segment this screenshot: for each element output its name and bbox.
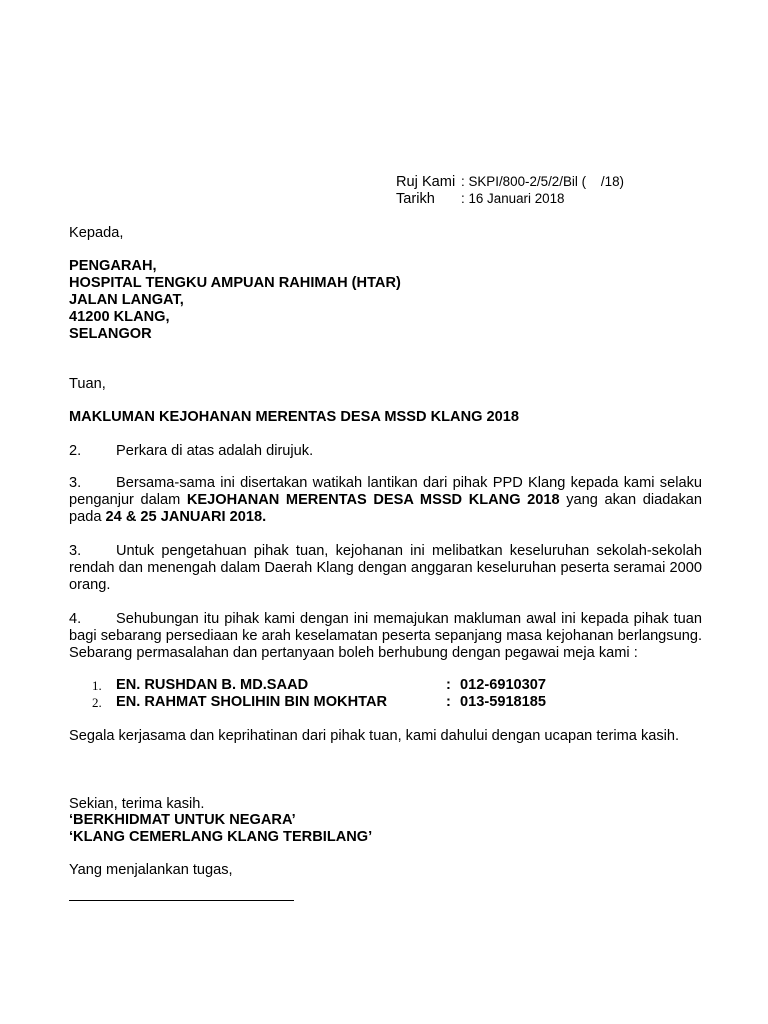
paragraph-3a — [69, 475, 702, 526]
paragraph-2 — [69, 443, 702, 460]
paragraph-4 — [69, 611, 702, 662]
salutation-to: Kepada, — [69, 225, 124, 241]
contact-row — [69, 694, 709, 711]
contact-row — [69, 677, 709, 694]
paragraph-number: 4. — [69, 611, 82, 627]
contact-name: EN. RAHMAT SHOLIHIN BIN MOKHTAR — [116, 694, 388, 710]
contact-colon: : — [446, 694, 451, 710]
motto-line: ‘KLANG CEMERLANG KLANG TERBILANG’ — [69, 829, 373, 845]
paragraph-3b — [69, 543, 702, 594]
recipient-line: JALAN LANGAT, — [69, 292, 184, 308]
paragraph-number: 3. — [69, 475, 82, 491]
paragraph-text: Perkara di atas adalah dirujuk. — [116, 443, 314, 459]
greeting: Tuan, — [69, 376, 106, 392]
tarikh-label: Tarikh — [396, 191, 435, 207]
reference-tarikh-row — [396, 190, 564, 208]
letter-subject: MAKLUMAN KEJOHANAN MERENTAS DESA MSSD KLANG 2018 — [69, 409, 520, 425]
paragraph-text: Untuk pengetahuan pihak tuan, kejohanan ini melibatkan keseluruhan sekolah-sekolah rendah dan menengah dalam Daerah Klang dengan anggaran keseluruhan peserta seramai 2000 orang. — [69, 543, 702, 593]
recipient-line: HOSPITAL TENGKU AMPUAN RAHIMAH (HTAR) — [69, 275, 401, 291]
motto-line: ‘BERKHIDMAT UNTUK NEGARA’ — [69, 812, 296, 828]
event-date: 24 & 25 JANUARI 2018. — [105, 509, 267, 525]
ruj-value: : SKPI/800-2/5/2/Bil ( /18) — [461, 174, 624, 189]
paragraph-text: Bersama-sama ini disertakan watikah lantikan dari pihak PPD Klang kepada kami selaku penganjur dalam — [69, 475, 702, 508]
tarikh-value: : 16 Januari 2018 — [461, 191, 565, 206]
paragraph-number: 3. — [69, 543, 82, 559]
contact-phone: 013-5918185 — [460, 694, 547, 710]
paragraph-text: Sehubungan itu pihak kami dengan ini memajukan makluman awal ini kepada pihak tuan bagi sebarang persediaan ke arah keselamatan peserta sepanjang masa kejohanan berlangsung. Sebarang permasalahan dan pertanyaan boleh berhubung dengan pegawai meja kami : — [69, 611, 702, 661]
executor-line: Yang menjalankan tugas, — [69, 862, 233, 878]
recipient-line: SELANGOR — [69, 326, 152, 342]
contact-colon: : — [446, 677, 451, 693]
recipient-address — [69, 258, 401, 343]
recipient-line: 41200 KLANG, — [69, 309, 170, 325]
contact-phone: 012-6910307 — [460, 677, 547, 693]
ruj-label: Ruj Kami — [396, 174, 456, 190]
signature-line — [69, 900, 294, 901]
paragraph-text: yang akan diadakan pada — [69, 492, 702, 525]
thanks-line: Sekian, terima kasih. — [69, 796, 205, 812]
closing-paragraph: Segala kerjasama dan keprihatinan dari pihak tuan, kami dahului dengan ucapan terima kasih. — [69, 728, 680, 744]
contact-index: 2. — [92, 695, 102, 710]
contact-name: EN. RUSHDAN B. MD.SAAD — [116, 677, 309, 693]
contact-index: 1. — [92, 678, 102, 693]
paragraph-number: 2. — [69, 443, 82, 459]
event-name: KEJOHANAN MERENTAS DESA MSSD KLANG 2018 — [186, 492, 560, 508]
recipient-line: PENGARAH, — [69, 258, 157, 274]
reference-ruj-row — [396, 173, 624, 191]
